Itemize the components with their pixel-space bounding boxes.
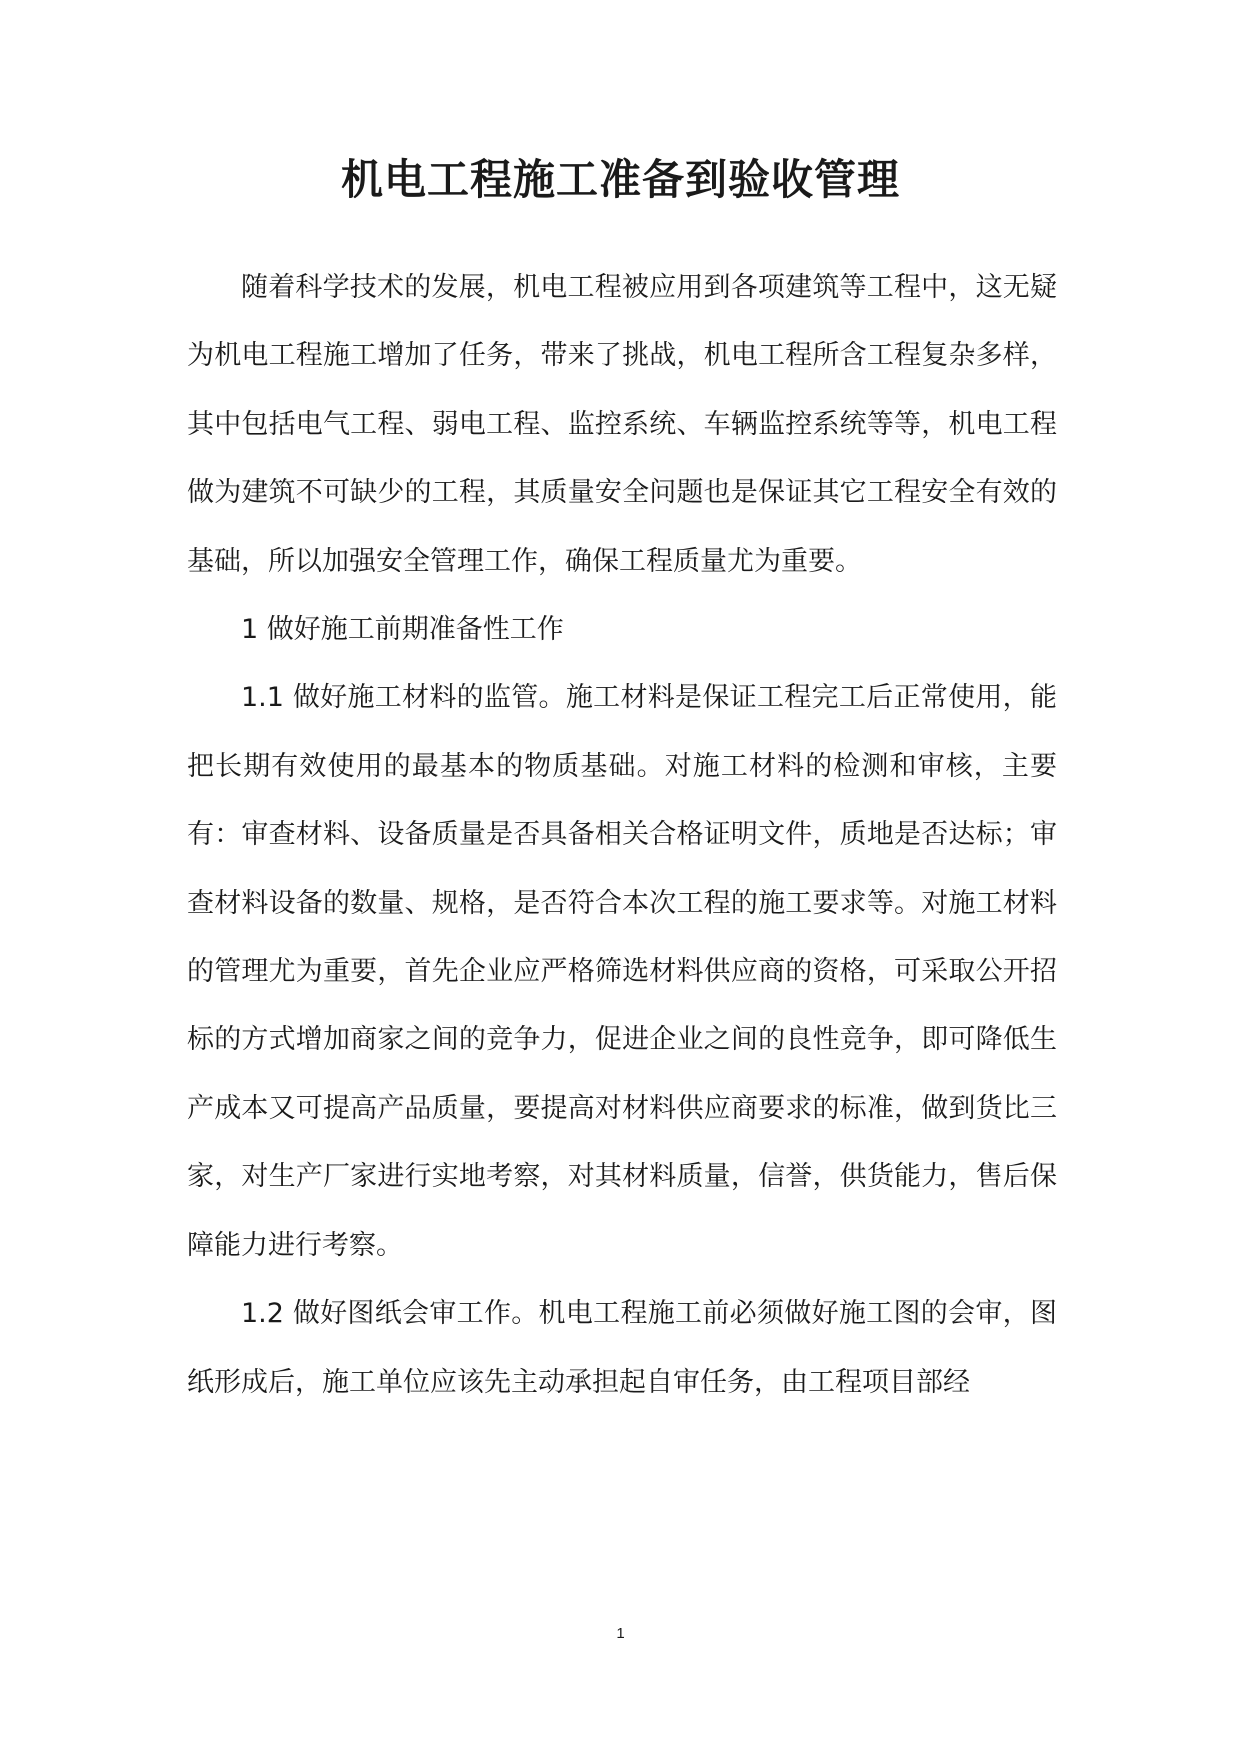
document-title: 机电工程施工准备到验收管理	[340, 155, 900, 204]
section-heading-1: 1 做好施工前期准备性工作	[241, 614, 564, 646]
paragraph-1-1: 1.1 做好施工材料的监管。施工材料是保证工程完工后正常使用，能把长期有效使用的最基本的物质基础。对施工材料的检测和审核，主要有：审查材料、设备质量是否具备相关合格证明文件，质地是否达标；审查材料设备的数量、规格，是否符合本次工程的施工要求等。对施工材料的管理尤为重要，首先企业应严格筛选材料供应商的资格，可采取公开招标的方式增加商家之间的竞争力，促进企业之间的良性竞争，即可降低生产成本又可提高产品质量，要提高对材料供应商要求的标准，做到货比三家，对生产厂家进行实地考察，对其材料质量，信誉，供货能力，售后保障能力进行考察。	[187, 682, 1057, 1261]
page-number: 1	[616, 1625, 625, 1642]
paragraph-1-2: 1.2 做好图纸会审工作。机电工程施工前必须做好施工图的会审，图纸形成后，施工单位应该先主动承担起自审任务，由工程项目部经	[187, 1298, 1057, 1398]
paragraph-intro: 随着科学技术的发展，机电工程被应用到各项建筑等工程中，这无疑为机电工程施工增加了任务，带来了挑战，机电工程所含工程复杂多样，其中包括电气工程、弱电工程、监控系统、车辆监控系统等等，机电工程做为建筑不可缺少的工程，其质量安全问题也是保证其它工程安全有效的基础，所以加强安全管理工作，确保工程质量尤为重要。	[187, 272, 1057, 577]
document-body	[187, 254, 1057, 1417]
